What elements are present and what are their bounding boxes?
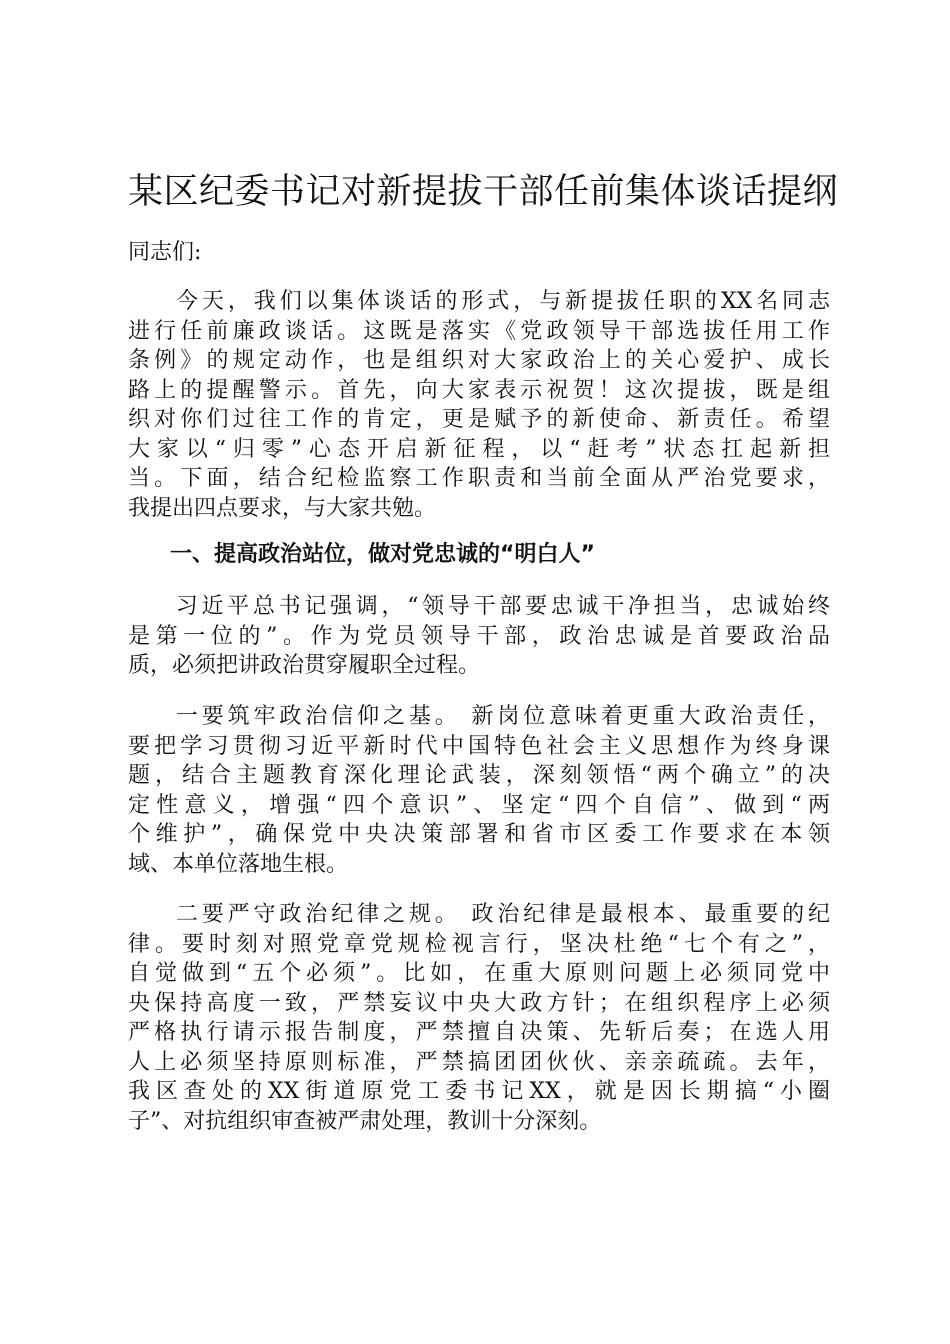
paragraph-intro: [128, 287, 830, 523]
paragraph-line: 自觉做到“五个必须”。比如，在重大原则问题上必须同党中: [128, 961, 830, 986]
paragraph-line: 定性意义，增强“四个意识”、坚定“四个自信”、做到“两: [128, 792, 830, 818]
document-title: 某区纪委书记对新提拔干部任前集体谈话提纲: [128, 172, 839, 212]
paragraph-line: 进行任前廉政谈话。这既是落实《党政领导干部选拔任用工作: [128, 318, 830, 344]
paragraph-line: 个维护”，确保党中央决策部署和省市区委工作要求在本领: [128, 822, 830, 847]
paragraph-quote: [128, 592, 830, 681]
paragraph-line: 织对你们过往工作的肯定，更是赋予的新使命、新责任。希望: [128, 407, 830, 432]
paragraph-line: 央保持高度一致，严禁妄议中央大政方针；在组织程序上必须: [128, 990, 830, 1016]
paragraph-point-1: [128, 702, 830, 879]
paragraph-line: 要把学习贯彻习近平新时代中国特色社会主义思想作为终身课: [128, 733, 830, 759]
greeting: 同志们:: [128, 240, 202, 265]
paragraph-line: 人上必须坚持原则标准，严禁搞团团伙伙、亲亲疏疏。去年，: [128, 1049, 830, 1075]
paragraph-line: 域、本单位落地生根。: [128, 851, 349, 877]
paragraph-line: 律。要时刻对照党章党规检视言行，坚决杜绝“七个有之”，: [128, 931, 830, 957]
paragraph-line: 二要严守政治纪律之规。 政治纪律是最根本、最重要的纪: [172, 902, 830, 927]
paragraph-point-2: [128, 900, 830, 1136]
paragraph-line: 严格执行请示报告制度，严禁擅自决策、先斩后奏；在选人用: [128, 1020, 830, 1045]
paragraph-line: 我提出四点要求，与大家共勉。: [128, 495, 437, 521]
paragraph-line: 条例》的规定动作，也是组织对大家政治上的关心爱护、成长: [128, 348, 830, 373]
paragraph-line: 今天，我们以集体谈话的形式，与新提拔任职的XX名同志: [172, 289, 830, 314]
paragraph-line: 我区查处的XX街道原党工委书记XX，就是因长期搞“小圈: [128, 1079, 830, 1104]
section-heading: 一、提高政治站位，做对党忠诚的“明白人”: [170, 542, 595, 567]
paragraph-line: 当。下面，结合纪检监察工作职责和当前全面从严治党要求，: [128, 466, 830, 491]
paragraph-line: 质，必须把讲政治贯穿履职全过程。: [128, 653, 481, 678]
paragraph-line: 一要筑牢政治信仰之基。 新岗位意味着更重大政治责任，: [172, 704, 830, 729]
paragraph-line: 路上的提醒警示。首先，向大家表示祝贺！这次提拔，既是组: [128, 377, 830, 403]
paragraph-line: 大家以“归零”心态开启新征程，以“赶考”状态扛起新担: [128, 436, 830, 462]
paragraph-line: 是第一位的”。作为党员领导干部，政治忠诚是首要政治品: [128, 623, 830, 649]
paragraph-line: 习近平总书记强调，“领导干部要忠诚干净担当，忠诚始终: [172, 594, 830, 619]
paragraph-line: 子”、对抗组织审查被严肃处理，教训十分深刻。: [128, 1108, 602, 1134]
paragraph-line: 题，结合主题教育深化理论武装，深刻领悟“两个确立”的决: [128, 763, 830, 788]
